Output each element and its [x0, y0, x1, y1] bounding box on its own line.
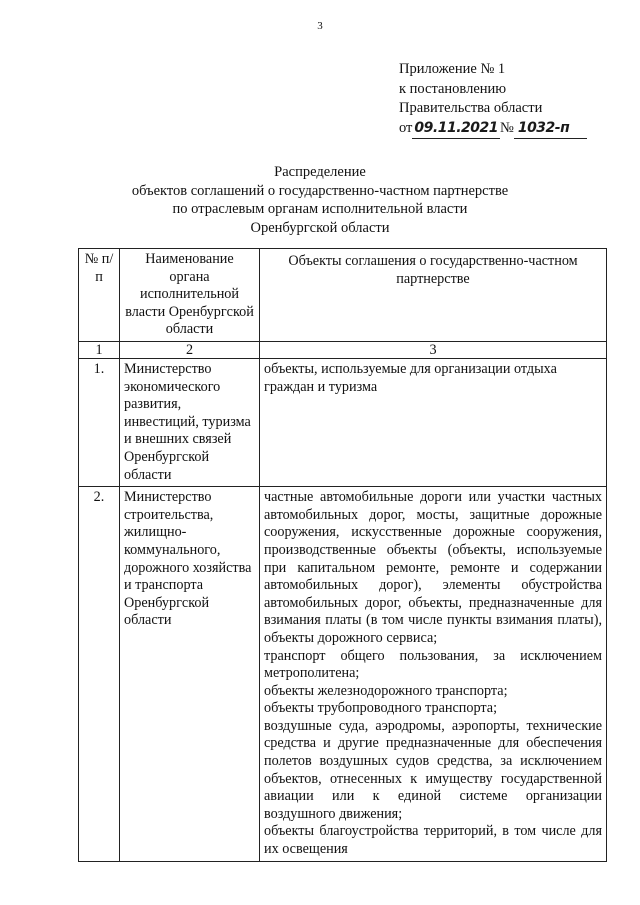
column-number: 1	[79, 342, 120, 359]
object-item: объекты благоустройства территорий, в том числе для их освещения	[264, 823, 602, 858]
object-item: объекты железнодорожного транспорта;	[264, 682, 508, 699]
number-underline	[514, 119, 587, 140]
row-organization: Министерство строительства, жилищно-коммунального, дорожного хозяйства и транспорта Оренбургской области	[120, 487, 260, 861]
document-title	[0, 163, 640, 237]
date-underline	[412, 119, 500, 140]
row-number: 1.	[79, 359, 120, 487]
title-line-3: по отраслевым органам исполнительной власти	[172, 201, 468, 217]
table-header-row	[79, 249, 607, 342]
distribution-table	[78, 248, 607, 862]
header-objects: Объекты соглашения о государственно-частном партнерстве	[260, 249, 607, 342]
object-item: воздушные суда, аэродромы, аэропорты, технические средства и другие предназначенные для обеспечения полетов воздушных судов средства, за исключением объектов, отнесенных к имуществу государственной авиации или к единой системе организации воздушного движения;	[264, 717, 602, 822]
handwritten-number: 1032-п	[517, 119, 570, 136]
table-row	[79, 359, 607, 487]
appendix-line-2: к постановлению	[399, 80, 507, 97]
table-row	[79, 487, 607, 861]
column-number: 2	[120, 342, 260, 359]
row-objects	[260, 487, 607, 861]
appendix-line-3: Правительства области	[399, 100, 543, 116]
appendix-line-1: Приложение № 1	[399, 61, 506, 77]
from-prefix: от	[399, 119, 413, 136]
column-number: 3	[260, 342, 607, 359]
title-line-4: Оренбургской области	[250, 219, 390, 236]
number-sign: №	[499, 119, 514, 136]
column-number-row	[79, 342, 607, 359]
handwritten-date: 09.11.2021	[414, 119, 498, 136]
row-number: 2.	[79, 487, 120, 861]
object-item: объекты трубопроводного транспорта;	[264, 700, 498, 717]
appendix-date-line	[399, 119, 587, 140]
title-line-2: объектов соглашений о государственно-частном партнерстве	[131, 182, 509, 199]
header-num: № п/п	[79, 249, 120, 342]
appendix-block	[399, 60, 587, 139]
title-line-1: Распределение	[274, 164, 366, 180]
row-organization: Министерство экономического развития, инвестиций, туризма и внешних связей Оренбургской области	[120, 359, 260, 487]
object-item: транспорт общего пользования, за исключением метрополитена;	[264, 647, 602, 682]
page-number: 3	[317, 20, 323, 32]
object-item: частные автомобильные дороги или участки частных автомобильных дорог, мосты, защитные дорожные сооружения, искусственные дорожные сооружения, производственные объекты (объекты, используемые при капитальном ремонте, ремонте и содержании автомобильных дорог), элементы обустройства автомобильных дорог, объекты, предназначенные для взимания платы (в том числе пункты взимания платы), объекты дорожного сервиса;	[264, 489, 602, 646]
row-objects: объекты, используемые для организации отдыха граждан и туризма	[260, 359, 607, 487]
header-organization: Наименование органа исполнительной власти Оренбургской области	[120, 249, 260, 342]
